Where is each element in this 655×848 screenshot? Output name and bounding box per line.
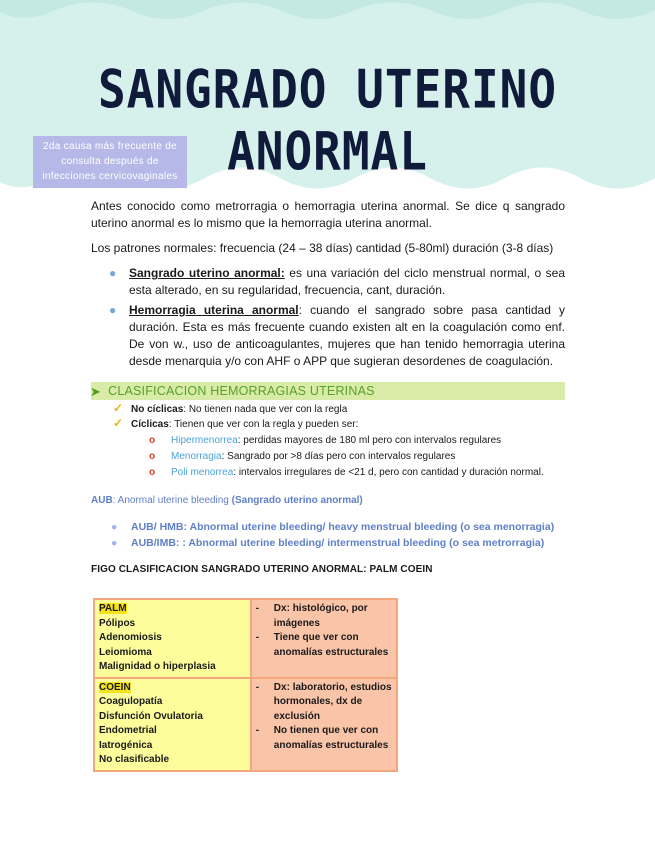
list-item bbox=[111, 519, 565, 535]
list-item bbox=[149, 433, 565, 448]
term: Hemorragia uterina anormal bbox=[129, 303, 299, 317]
main-content bbox=[91, 198, 565, 578]
arrow-bullet-icon: ➤ bbox=[90, 383, 102, 399]
palm-coein-table bbox=[93, 598, 398, 772]
table-item: Disfunción Ovulatoria bbox=[99, 710, 203, 722]
definition: : Sangrado por >8 días pero con intervalos regulares bbox=[221, 451, 456, 462]
table-row bbox=[94, 678, 397, 771]
aub-text: : Anormal uterine bleeding bbox=[112, 495, 232, 506]
table-item: Coagulopatía bbox=[99, 696, 163, 707]
bullet-icon: ● bbox=[109, 266, 117, 280]
checkmark-icon: ✓ bbox=[113, 401, 124, 415]
list-item bbox=[149, 449, 565, 464]
note-text: Dx: laboratorio, estudios hormonales, dx de exclusión bbox=[273, 681, 392, 722]
circle-bullet-icon: o bbox=[149, 467, 156, 478]
palm-heading: PALM bbox=[99, 603, 127, 614]
term: Menorragia bbox=[171, 451, 222, 462]
term: Sangrado uterino anormal: bbox=[129, 266, 285, 280]
aub-item-text: AUB/IMB: : Abnormal uterine bleeding/ intermenstrual bleeding (o sea metrorragia) bbox=[131, 537, 545, 549]
intro-paragraph-2: Los patrones normales: frecuencia (24 – 38 días) cantidad (5-80ml) duración (3-8 días) bbox=[91, 241, 554, 255]
table-item: Pólipos bbox=[99, 617, 136, 629]
definition: : cuando el sangrado sobre pasa cantidad y duración. Esta es más frecuente cuando existen alt en la coagulación como enf. De von w., uso de anticoagulantes, mujeres que han tenido hemorragia uterina desde menarquia y/o con AHF o APP que sugieran desordenes de coagulación. bbox=[129, 303, 565, 368]
table-cell bbox=[94, 599, 251, 678]
list-item bbox=[111, 535, 565, 551]
table-item: Endometrial bbox=[99, 725, 157, 736]
intro-paragraph-1: Antes conocido como metrorragia o hemorragia uterina anormal. Se dice q sangrado uterino anormal es lo mismo que la hemorragia uterina anormal. bbox=[91, 199, 565, 230]
table-note: - Tiene que ver con anomalías estructurales bbox=[255, 632, 389, 658]
aub-item-text: AUB/ HMB: Abnormal uterine bleeding/ heavy menstrual bleeding (o sea menorragia) bbox=[131, 521, 555, 533]
note-text: Dx: histológico, por imágenes bbox=[273, 603, 368, 629]
definition: : intervalos irregulares de <21 d, pero con cantidad y duración normal. bbox=[233, 467, 544, 478]
table-item: No clasificable bbox=[99, 754, 170, 765]
bullet-icon: ● bbox=[111, 521, 118, 533]
aub-paren: (Sangrado uterino anormal) bbox=[231, 495, 363, 506]
aub-list bbox=[91, 519, 565, 551]
table-item: Leiomioma bbox=[99, 646, 152, 658]
definition: : No tienen nada que ver con la regla bbox=[183, 404, 348, 415]
table-note: - Dx: histológico, por imágenes bbox=[255, 603, 368, 629]
table-note: - No tienen que ver con anomalías estructurales bbox=[255, 725, 389, 751]
circle-bullet-icon: o bbox=[149, 451, 156, 462]
note-text: No tienen que ver con anomalías estructurales bbox=[273, 725, 389, 751]
note-text: Tiene que ver con anomalías estructurales bbox=[273, 632, 389, 658]
list-item bbox=[113, 402, 565, 417]
table-row bbox=[94, 599, 397, 678]
sidebox-note: 2da causa más frecuente de consulta después de infecciones cervicovaginales bbox=[33, 136, 187, 188]
section-heading bbox=[91, 382, 565, 400]
table-note: - Dx: laboratorio, estudios hormonales, dx de exclusión bbox=[255, 681, 392, 722]
table-item: Malignidad o hiperplasia bbox=[99, 661, 216, 672]
table-item: Iatrogénica bbox=[99, 739, 153, 751]
section-heading-text: CLASIFICACION HEMORRAGIAS UTERINAS bbox=[108, 383, 375, 398]
bullet-icon: ● bbox=[111, 537, 118, 549]
aub-definition bbox=[91, 492, 565, 509]
list-item bbox=[109, 265, 565, 299]
term: Poli menorrea bbox=[171, 467, 234, 478]
checkmark-icon: ✓ bbox=[113, 416, 124, 430]
definition: : Tienen que ver con la regla y pueden ser: bbox=[168, 419, 359, 430]
table-item: Adenomiosis bbox=[99, 632, 162, 643]
list-item bbox=[113, 417, 565, 480]
definition: es una variación del ciclo menstrual normal, o sea esta alterado, en su regularidad, frecuencia, cant, duración. bbox=[129, 266, 565, 297]
figo-heading: FIGO CLASIFICACION SANGRADO UTERINO ANORMAL: PALM COEIN bbox=[91, 564, 433, 575]
term: Hipermenorrea bbox=[171, 435, 238, 446]
definition-list bbox=[91, 265, 565, 370]
circle-bullet-icon: o bbox=[149, 435, 156, 446]
definition: : perdidas mayores de 180 ml pero con intervalos regulares bbox=[237, 435, 502, 446]
table-cell bbox=[251, 678, 397, 771]
table-cell bbox=[94, 678, 251, 771]
table-cell bbox=[251, 599, 397, 678]
coein-heading: COEIN bbox=[99, 681, 131, 693]
list-item bbox=[149, 465, 565, 480]
cyclic-subtypes bbox=[131, 433, 565, 480]
term: Cíclicas bbox=[131, 419, 169, 430]
aub-label: AUB bbox=[91, 495, 113, 506]
page-title: SANGRADO UTERINO ANORMAL bbox=[97, 57, 558, 183]
classification-list bbox=[91, 402, 565, 480]
list-item bbox=[109, 302, 565, 370]
term: No cíclicas bbox=[131, 404, 184, 415]
bullet-icon: ● bbox=[109, 303, 117, 317]
